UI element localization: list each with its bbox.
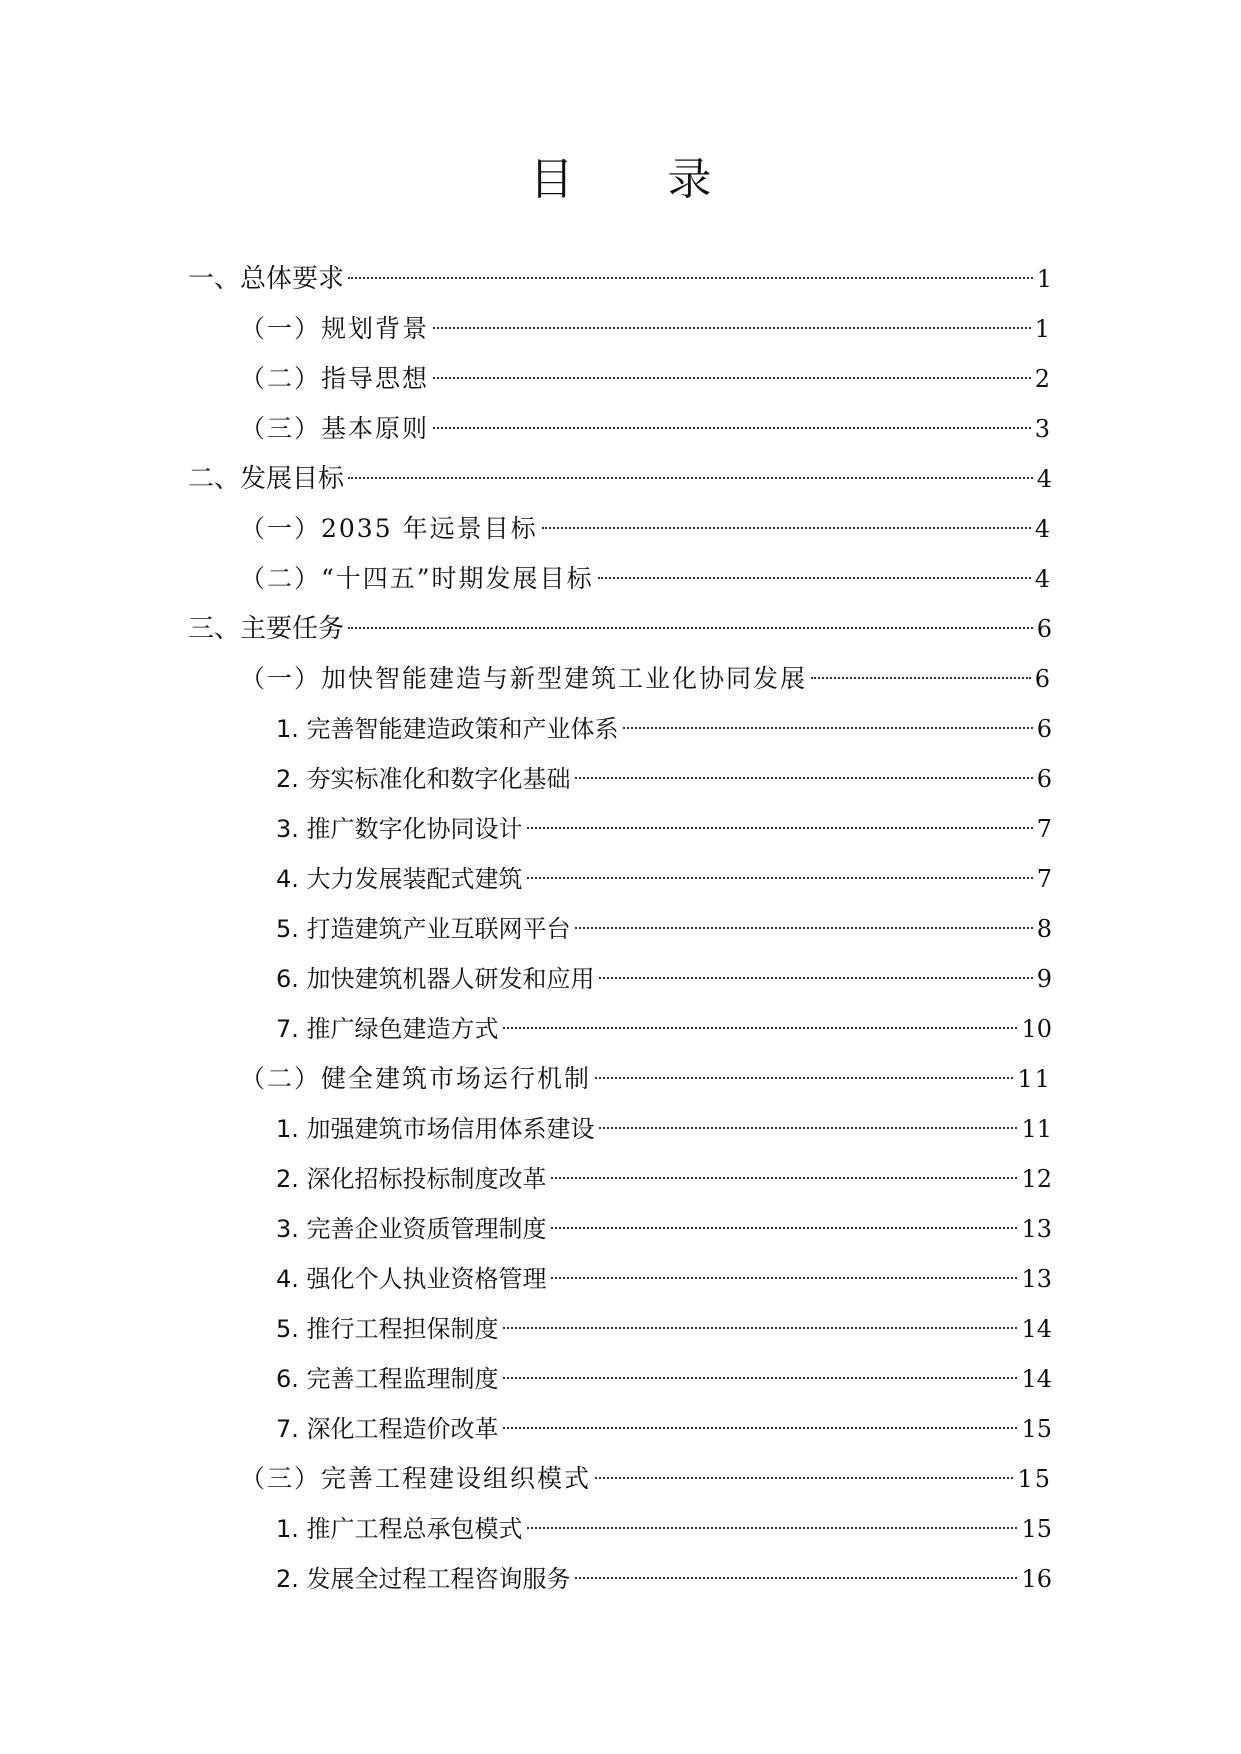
- dot-leader: [599, 977, 1033, 979]
- toc-entry[interactable]: [188, 1104, 1052, 1154]
- dot-leader: [551, 1177, 1018, 1179]
- dot-leader: [542, 527, 1031, 529]
- toc-entry[interactable]: [188, 504, 1052, 554]
- toc-entry-page-number: 15: [1017, 1465, 1052, 1493]
- toc-entry-page-number: 13: [1021, 1215, 1052, 1243]
- dot-leader: [433, 427, 1031, 429]
- toc-entry-label: （一）2035 年远景目标: [240, 514, 538, 543]
- toc-entry[interactable]: [188, 1404, 1052, 1454]
- toc-entry[interactable]: [188, 1204, 1052, 1254]
- toc-entry[interactable]: [188, 904, 1052, 954]
- dot-leader: [527, 1527, 1018, 1529]
- toc-entry[interactable]: [188, 254, 1052, 304]
- toc-entry-label: 6. 完善工程监理制度: [276, 1365, 499, 1393]
- toc-entry-label: 1. 推广工程总承包模式: [276, 1515, 523, 1543]
- toc-entry-page-number: 6: [1036, 615, 1052, 643]
- page-title: 目 录: [529, 154, 752, 205]
- toc-entry-label: 2. 深化招标投标制度改革: [276, 1165, 547, 1193]
- toc-entry-page-number: 13: [1021, 1265, 1052, 1293]
- toc-entry-page-number: 11: [1021, 1115, 1052, 1143]
- dot-leader: [575, 927, 1033, 929]
- toc-entry-label: 一、总体要求: [188, 264, 345, 294]
- toc-entry[interactable]: [188, 1004, 1052, 1054]
- toc-entry[interactable]: [188, 554, 1052, 604]
- toc-entry-page-number: 11: [1017, 1065, 1052, 1093]
- toc-entry-label: 2. 夯实标准化和数字化基础: [276, 765, 571, 793]
- toc-entry-page-number: 14: [1021, 1315, 1052, 1343]
- toc-entry-page-number: 8: [1036, 915, 1052, 943]
- toc-entry-page-number: 4: [1036, 465, 1052, 493]
- dot-leader: [623, 727, 1033, 729]
- dot-leader: [503, 1377, 1018, 1379]
- toc-entry-label: 三、主要任务: [188, 614, 345, 644]
- toc-entry-page-number: 10: [1021, 1015, 1052, 1043]
- toc-entry-page-number: 6: [1036, 765, 1052, 793]
- table-of-contents: [188, 254, 1052, 1604]
- toc-entry-label: 1. 完善智能建造政策和产业体系: [276, 715, 619, 743]
- dot-leader: [595, 1077, 1013, 1079]
- toc-entry[interactable]: [188, 454, 1052, 504]
- toc-entry-page-number: 4: [1034, 515, 1052, 543]
- toc-entry[interactable]: [188, 1254, 1052, 1304]
- toc-entry-label: （二）指导思想: [240, 364, 430, 393]
- dot-leader: [503, 1327, 1018, 1329]
- toc-entry-label: 4. 强化个人执业资格管理: [276, 1265, 547, 1293]
- toc-entry[interactable]: [188, 704, 1052, 754]
- dot-leader: [575, 777, 1033, 779]
- dot-leader: [433, 327, 1031, 329]
- toc-entry-label: 6. 加快建筑机器人研发和应用: [276, 965, 595, 993]
- toc-entry[interactable]: [188, 1454, 1052, 1504]
- dot-leader: [551, 1277, 1018, 1279]
- dot-leader: [348, 477, 1033, 479]
- toc-entry-page-number: 6: [1036, 715, 1052, 743]
- toc-entry[interactable]: [188, 804, 1052, 854]
- toc-entry-label: （三）基本原则: [240, 414, 430, 443]
- toc-entry-label: （三）完善工程建设组织模式: [240, 1464, 592, 1493]
- toc-entry-page-number: 12: [1021, 1165, 1052, 1193]
- toc-entry-page-number: 7: [1036, 815, 1052, 843]
- toc-entry-label: 3. 完善企业资质管理制度: [276, 1215, 547, 1243]
- toc-entry-page-number: 7: [1036, 865, 1052, 893]
- toc-entry[interactable]: [188, 304, 1052, 354]
- toc-entry-page-number: 3: [1034, 415, 1052, 443]
- dot-leader: [527, 877, 1033, 879]
- toc-entry-page-number: 15: [1021, 1415, 1052, 1443]
- dot-leader: [527, 827, 1033, 829]
- toc-entry-page-number: 1: [1036, 265, 1052, 293]
- toc-entry-label: 3. 推广数字化协同设计: [276, 815, 523, 843]
- toc-entry[interactable]: [188, 754, 1052, 804]
- toc-entry-page-number: 4: [1034, 565, 1052, 593]
- toc-entry-label: （一）规划背景: [240, 314, 430, 343]
- toc-entry-label: 1. 加强建筑市场信用体系建设: [276, 1115, 595, 1143]
- dot-leader: [503, 1427, 1018, 1429]
- dot-leader: [598, 577, 1031, 579]
- toc-entry-label: （二）健全建筑市场运行机制: [240, 1064, 592, 1093]
- toc-entry-label: 7. 推广绿色建造方式: [276, 1015, 499, 1043]
- dot-leader: [348, 627, 1033, 629]
- toc-entry[interactable]: [188, 1304, 1052, 1354]
- toc-entry[interactable]: [188, 1054, 1052, 1104]
- toc-entry[interactable]: [188, 1154, 1052, 1204]
- toc-entry[interactable]: [188, 354, 1052, 404]
- toc-entry[interactable]: [188, 654, 1052, 704]
- dot-leader: [599, 1127, 1018, 1129]
- toc-entry[interactable]: [188, 604, 1052, 654]
- toc-entry[interactable]: [188, 1354, 1052, 1404]
- dot-leader: [595, 1477, 1013, 1479]
- toc-entry-page-number: 14: [1021, 1365, 1052, 1393]
- dot-leader: [348, 277, 1033, 279]
- dot-leader: [551, 1227, 1018, 1229]
- toc-entry-label: （一）加快智能建造与新型建筑工业化协同发展: [240, 664, 808, 693]
- toc-entry-page-number: 9: [1036, 965, 1052, 993]
- toc-entry[interactable]: [188, 954, 1052, 1004]
- toc-entry-page-number: 16: [1021, 1565, 1052, 1593]
- toc-entry[interactable]: [188, 1554, 1052, 1604]
- toc-entry-page-number: 15: [1021, 1515, 1052, 1543]
- toc-entry-label: 二、发展目标: [188, 464, 345, 494]
- toc-entry[interactable]: [188, 1504, 1052, 1554]
- toc-entry-page-number: 1: [1034, 315, 1052, 343]
- toc-entry-label: 4. 大力发展装配式建筑: [276, 865, 523, 893]
- toc-entry-page-number: 2: [1034, 365, 1052, 393]
- dot-leader: [575, 1577, 1018, 1579]
- dot-leader: [811, 677, 1031, 679]
- dot-leader: [433, 377, 1031, 379]
- toc-entry-label: （二）“十四五”时期发展目标: [240, 564, 594, 593]
- toc-entry[interactable]: [188, 404, 1052, 454]
- toc-entry[interactable]: [188, 854, 1052, 904]
- toc-entry-page-number: 6: [1034, 665, 1052, 693]
- dot-leader: [503, 1027, 1018, 1029]
- toc-entry-label: 2. 发展全过程工程咨询服务: [276, 1565, 571, 1593]
- toc-entry-label: 5. 打造建筑产业互联网平台: [276, 915, 571, 943]
- toc-entry-label: 7. 深化工程造价改革: [276, 1415, 499, 1443]
- toc-entry-label: 5. 推行工程担保制度: [276, 1315, 499, 1343]
